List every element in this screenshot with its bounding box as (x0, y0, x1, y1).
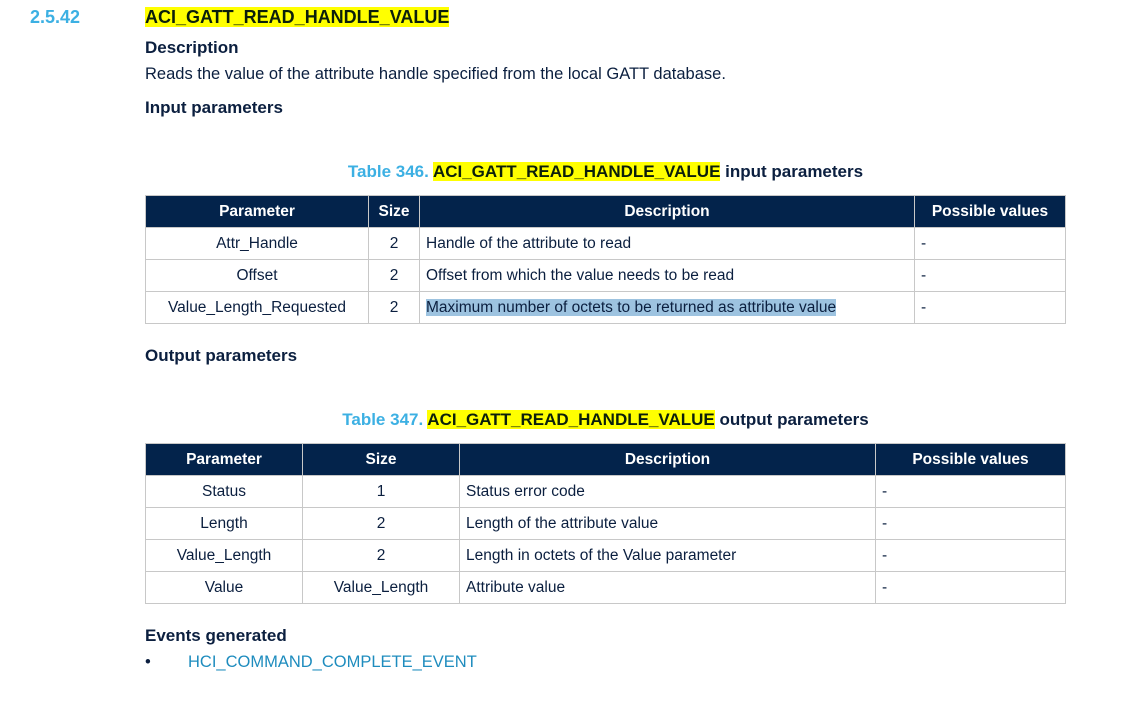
cell: 2 (303, 508, 460, 540)
cell: Attribute value (460, 572, 876, 604)
cell: - (876, 572, 1066, 604)
cell: - (876, 508, 1066, 540)
cell: Length (146, 508, 303, 540)
selected-text[interactable]: Maximum number of octets to be returned as attribute value (426, 298, 837, 316)
cell: Handle of the attribute to read (420, 228, 915, 260)
table-header-row (146, 444, 1066, 476)
cell: 1 (303, 476, 460, 508)
cell: - (915, 228, 1066, 260)
cell: Offset from which the value needs to be read (420, 260, 915, 292)
input-parameters-heading: Input parameters (145, 98, 283, 117)
table-row (146, 292, 1066, 324)
header-description: Description (460, 444, 876, 476)
header-possible-values: Possible values (876, 444, 1066, 476)
cell: - (876, 540, 1066, 572)
header-description: Description (420, 196, 915, 228)
events-heading: Events generated (145, 626, 287, 645)
cell: Value (146, 572, 303, 604)
cell: - (915, 292, 1066, 324)
input-parameters-table (145, 195, 1066, 324)
cell (420, 292, 915, 324)
table-347-caption: Table 347. ACI_GATT_READ_HANDLE_VALUE output parameters (342, 410, 869, 429)
table-row (146, 476, 1066, 508)
cell: Status (146, 476, 303, 508)
cell: Status error code (460, 476, 876, 508)
cell: Length in octets of the Value parameter (460, 540, 876, 572)
cell: Length of the attribute value (460, 508, 876, 540)
cell: - (915, 260, 1066, 292)
cell: Value_Length (146, 540, 303, 572)
cell: - (876, 476, 1066, 508)
cell: Attr_Handle (146, 228, 369, 260)
header-parameter: Parameter (146, 444, 303, 476)
section-title: ACI_GATT_READ_HANDLE_VALUE (145, 7, 450, 27)
cell: 2 (369, 292, 420, 324)
bullet-icon: • (145, 653, 151, 671)
cell: 2 (369, 260, 420, 292)
header-possible-values: Possible values (915, 196, 1066, 228)
table-row (146, 572, 1066, 604)
section-number: 2.5.42 (30, 7, 81, 27)
table-row (146, 260, 1066, 292)
output-parameters-table (145, 443, 1066, 604)
cell: Value_Length_Requested (146, 292, 369, 324)
table-header-row (146, 196, 1066, 228)
output-parameters-heading: Output parameters (145, 346, 298, 365)
table-346-caption: Table 346. ACI_GATT_READ_HANDLE_VALUE input parameters (347, 162, 864, 181)
cell: 2 (369, 228, 420, 260)
cell: 2 (303, 540, 460, 572)
description-text: Reads the value of the attribute handle specified from the local GATT database. (145, 65, 726, 83)
description-heading: Description (145, 38, 239, 57)
header-size: Size (369, 196, 420, 228)
header-size: Size (303, 444, 460, 476)
cell: Value_Length (303, 572, 460, 604)
header-parameter: Parameter (146, 196, 369, 228)
table-row (146, 508, 1066, 540)
table-row (146, 228, 1066, 260)
event-link[interactable]: HCI_COMMAND_COMPLETE_EVENT (188, 653, 477, 671)
table-row (146, 540, 1066, 572)
cell: Offset (146, 260, 369, 292)
